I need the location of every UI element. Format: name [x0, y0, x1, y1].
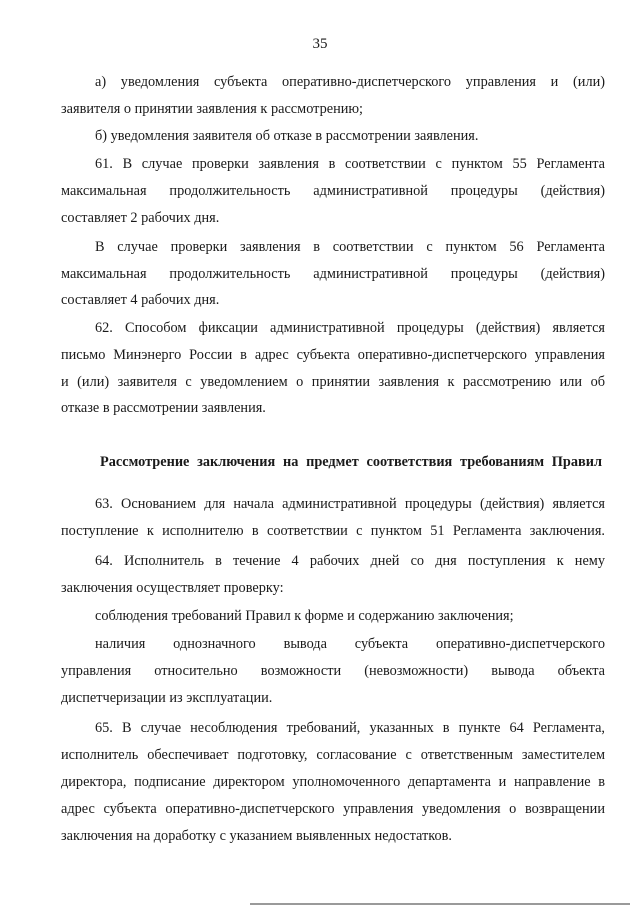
- paragraph-line: адрес субъекта оперативно-диспетчерского управления уведомления о возвращении: [61, 801, 605, 817]
- paragraph-line: 61. В случае проверки заявления в соответствии с пунктом 55 Регламента: [95, 156, 605, 172]
- paragraph-line: составляет 4 рабочих дня.: [61, 292, 220, 308]
- paragraph-line: и (или) заявителя с уведомлением о принятии заявления к рассмотрению или об: [61, 374, 605, 390]
- paragraph-line: максимальная продолжительность административной процедуры (действия): [61, 266, 605, 282]
- paragraph-line: 64. Исполнитель в течение 4 рабочих дней со дня поступления к нему: [95, 553, 605, 569]
- paragraph-line: письмо Минэнерго России в адрес субъекта оперативно-диспетчерского управления: [61, 347, 605, 363]
- paragraph-line: 62. Способом фиксации административной процедуры (действия) является: [95, 320, 605, 336]
- paragraph-line: исполнитель обеспечивает подготовку, согласование с ответственным заместителем: [61, 747, 605, 763]
- paragraph-line: диспетчеризации из эксплуатации.: [61, 690, 273, 706]
- paragraph-line: В случае проверки заявления в соответствии с пунктом 56 Регламента: [95, 239, 605, 255]
- paragraph-line: составляет 2 рабочих дня.: [61, 210, 220, 226]
- paragraph-line: а) уведомления субъекта оперативно-диспетчерского управления и (или): [95, 74, 605, 90]
- paragraph-line: поступление к исполнителю в соответствии с пунктом 51 Регламента заключения.: [61, 523, 605, 539]
- paragraph-line: максимальная продолжительность административной процедуры (действия): [61, 183, 605, 199]
- paragraph-line: соблюдения требований Правил к форме и содержанию заключения;: [95, 608, 514, 624]
- section-heading: Рассмотрение заключения на предмет соответствия требованиям Правил: [100, 454, 602, 470]
- paragraph-line: 63. Основанием для начала административной процедуры (действия) является: [95, 496, 605, 512]
- page-number: 35: [312, 36, 328, 52]
- paragraph-line: управления относительно возможности (невозможности) вывода объекта: [61, 663, 605, 679]
- paragraph-line: заключения на доработку с указанием выявленных недостатков.: [61, 828, 452, 844]
- paragraph-line: отказе в рассмотрении заявления.: [61, 400, 266, 416]
- paragraph-line: б) уведомления заявителя об отказе в рассмотрении заявления.: [95, 128, 479, 144]
- paragraph-line: директора, подписание директором уполномоченного департамента и направление в: [61, 774, 605, 790]
- paragraph-line: заключения осуществляет проверку:: [61, 580, 284, 596]
- paragraph-line: заявителя о принятии заявления к рассмотрению;: [61, 101, 364, 117]
- paragraph-line: 65. В случае несоблюдения требований, указанных в пункте 64 Регламента,: [95, 720, 605, 736]
- paragraph-line: наличия однозначного вывода субъекта оперативно-диспетчерского: [95, 636, 605, 652]
